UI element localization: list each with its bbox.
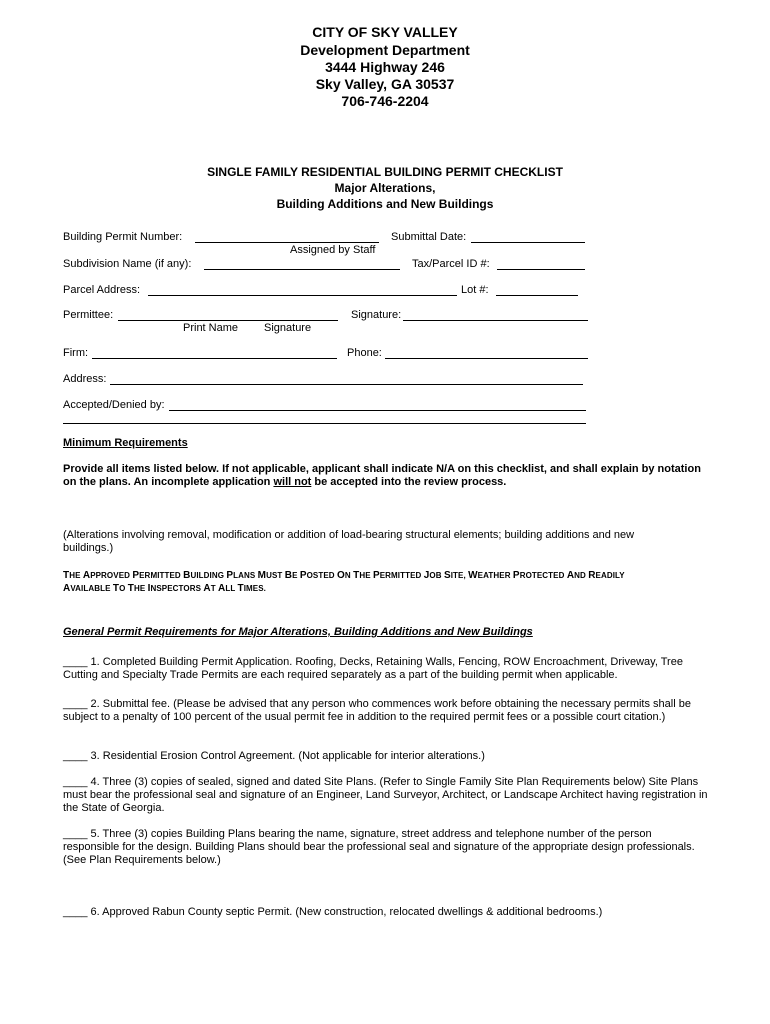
requirements-instructions [63,463,708,489]
requirement-item-1: ____ 1. Completed Building Permit Application. Roofing, Decks, Retaining Walls, Fencing, ROW Encroachment, Driveway, Tree Cutting and Specialty Trade Permits are each required separately as a part of the building permit when applicable. [63,656,683,681]
requirement-item-3: ____ 3. Residential Erosion Control Agreement. (Not applicable for interior alterations.) [63,750,485,762]
signature-caption: Signature [264,322,312,334]
firm-field[interactable] [92,358,337,359]
phone-label: Phone: [347,347,382,359]
permit-number-label: Building Permit Number: [63,231,183,243]
firm-label: Firm: [63,347,89,359]
signature-label: Signature: [351,309,402,321]
section-divider [63,423,586,424]
requirement-item-6: ____ 6. Approved Rabun County septic Permit. (New construction, relocated dwellings & additional bedrooms.) [63,906,603,918]
submittal-date-label: Submittal Date: [391,231,467,243]
lot-label: Lot #: [461,284,489,296]
posting-notice-line-1: THE APPROVED PERMITTED BUILDING PLANS MUST BE POSTED ON THE PERMITTED JOB SITE, WEATHER PROTECTED AND READILY [63,570,625,581]
city-name: CITY OF SKY VALLEY [312,24,458,40]
street-address: 3444 Highway 246 [325,59,445,75]
city-state-zip: Sky Valley, GA 30537 [315,76,455,92]
print-name-caption: Print Name [183,322,239,334]
parcel-address-label: Parcel Address: [63,284,141,296]
tax-parcel-field[interactable] [497,269,585,270]
requirement-item-2: ____ 2. Submittal fee. (Please be advised that any person who commences work before obtaining the necessary permits shall be subject to a penalty of 100 percent of the usual permit fee in addition to the required permit fees or a possible court citation.) [63,698,691,723]
instructions-text-end: be accepted into the review process. [311,476,507,488]
tax-parcel-label: Tax/Parcel ID #: [412,258,490,270]
subdivision-label: Subdivision Name (if any): [63,258,192,270]
signature-field[interactable] [403,320,588,321]
parcel-address-field[interactable] [148,295,457,296]
checklist-subtitle-2: Building Additions and New Buildings [276,197,494,211]
will-not-emphasis: will not [273,476,312,488]
requirement-item-5: ____ 5. Three (3) copies Building Plans bearing the name, signature, street address and telephone number of the person responsible for the design. Building Plans should bear the professional seal and signature of the appropriate design professionals. (See Plan Requirements below.) [63,828,695,866]
checklist-title: SINGLE FAMILY RESIDENTIAL BUILDING PERMIT CHECKLIST [207,165,563,179]
assigned-by-staff-caption: Assigned by Staff [290,244,376,256]
posting-notice-line-2: AVAILABLE TO THE INSPECTORS AT ALL TIMES. [63,583,266,594]
header-phone: 706-746-2204 [341,93,429,109]
submittal-date-field[interactable] [471,242,585,243]
instructions-text: Provide all items listed below. If not applicable, applicant shall indicate N/A on this checklist, and shall explain by notation on the plans. An incomplete application [63,463,701,488]
general-requirements-heading: General Permit Requirements for Major Alterations, Building Additions and New Buildings [63,626,533,638]
permittee-label: Permittee: [63,309,114,321]
address-field[interactable] [110,384,583,385]
alterations-note: (Alterations involving removal, modification or addition of load-bearing structural elements; building additions and new buildings.) [63,529,635,554]
checklist-subtitle-1: Major Alterations, [334,181,436,195]
department-name: Development Department [300,42,470,58]
permittee-field[interactable] [118,320,338,321]
permit-number-field[interactable] [195,242,379,243]
requirement-item-4: ____ 4. Three (3) copies of sealed, signed and dated Site Plans. (Refer to Single Family Site Plan Requirements below) Site Plans must bear the professional seal and signature of an Engineer, Land Surveyor, Architect, or Landscape Architect having registration in the State of Georgia. [63,776,708,814]
subdivision-field[interactable] [204,269,400,270]
phone-field[interactable] [385,358,588,359]
minimum-requirements-heading: Minimum Requirements [63,437,188,449]
accepted-denied-label: Accepted/Denied by: [63,399,165,411]
lot-field[interactable] [496,295,578,296]
address-label: Address: [63,373,107,385]
accepted-denied-field[interactable] [169,410,586,411]
